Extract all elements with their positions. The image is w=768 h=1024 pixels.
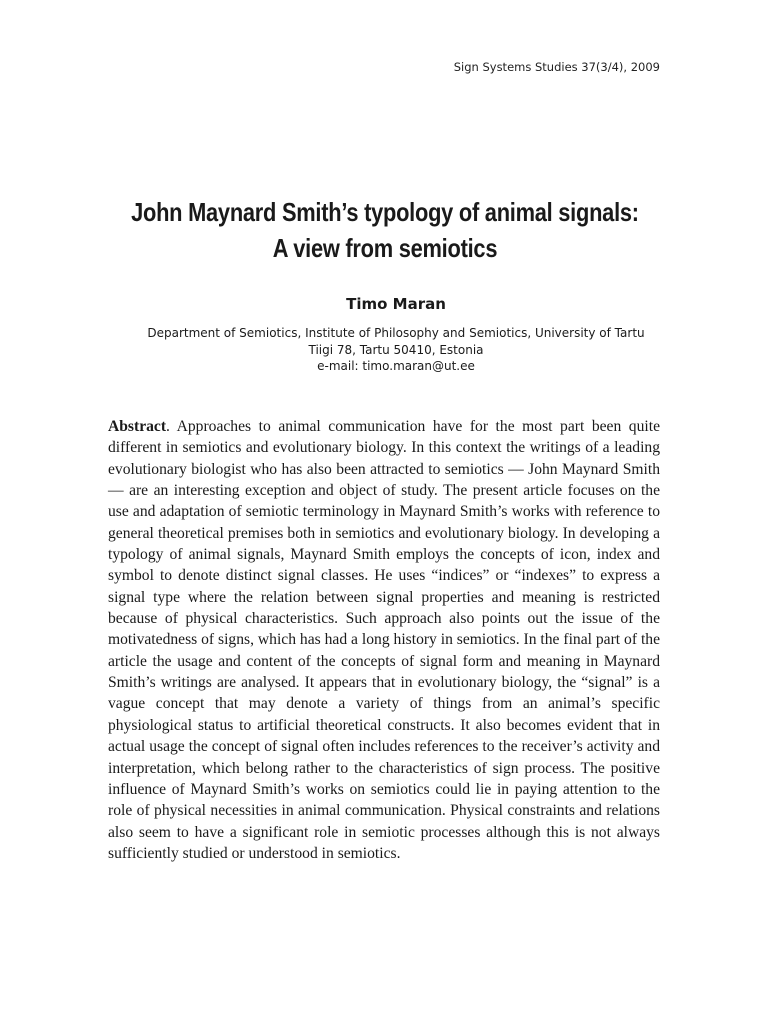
author-name: Timo Maran <box>346 295 446 313</box>
article-title-line-2: A view from semiotics <box>272 233 498 263</box>
affiliation-email: e-mail: timo.maran@ut.ee <box>317 359 475 373</box>
affiliation-address: Tiigi 78, Tartu 50410, Estonia <box>308 342 484 357</box>
abstract-label: Abstract <box>108 418 167 435</box>
author-affiliation <box>0 325 768 375</box>
abstract-paragraph <box>108 416 660 864</box>
article-title <box>62 194 707 266</box>
journal-reference: Sign Systems Studies 37(3/4), 2009 <box>453 60 660 74</box>
affiliation-department: Department of Semiotics, Institute of Philosophy and Semiotics, University of Tartu <box>147 326 645 340</box>
abstract-text: . Approaches to animal communication have for the most part been quite different in semiotics and evolutionary biology. In this context the writings of a leading evolutionary biologist who has also been attracted to semiotics — John Maynard Smith — are an interesting exception and object of study. The present article focuses on the use and adaptation of semiotic terminology in Maynard Smith’s works with reference to general theoretical premises both in semiotics and evolutionary biology. In developing a typology of animal signals, Maynard Smith employs the concepts of icon, index and symbol to denote distinct signal classes. He uses “indices” or “indexes” to express a signal type where the relation between signal properties and meaning is restricted because of physical characteristics. Such approach also points out the issue of the motivatedness of signs, which has had a long history in semiotics. In the final part of the article the usage and content of the concepts of signal form and meaning in Maynard Smith’s writings are analysed. It appears that in evolutionary biology, the “signal” is a vague concept that may denote a variety of things from an animal’s specific physiological status to artificial theoretical constructs. It also becomes evident that in actual usage the concept of signal often includes references to the receiver’s activity and interpretation, which belong rather to the characteristics of sign process. The positive influence of Maynard Smith’s works on semiotics could lie in paying attention to the role of physical necessities in animal communication. Physical constraints and relations also seem to have a significant role in semiotic processes although this is not always sufficiently studied or understood in semiotics. <box>108 418 660 862</box>
article-title-line-1: John Maynard Smith’s typology of animal signals: <box>131 197 639 227</box>
